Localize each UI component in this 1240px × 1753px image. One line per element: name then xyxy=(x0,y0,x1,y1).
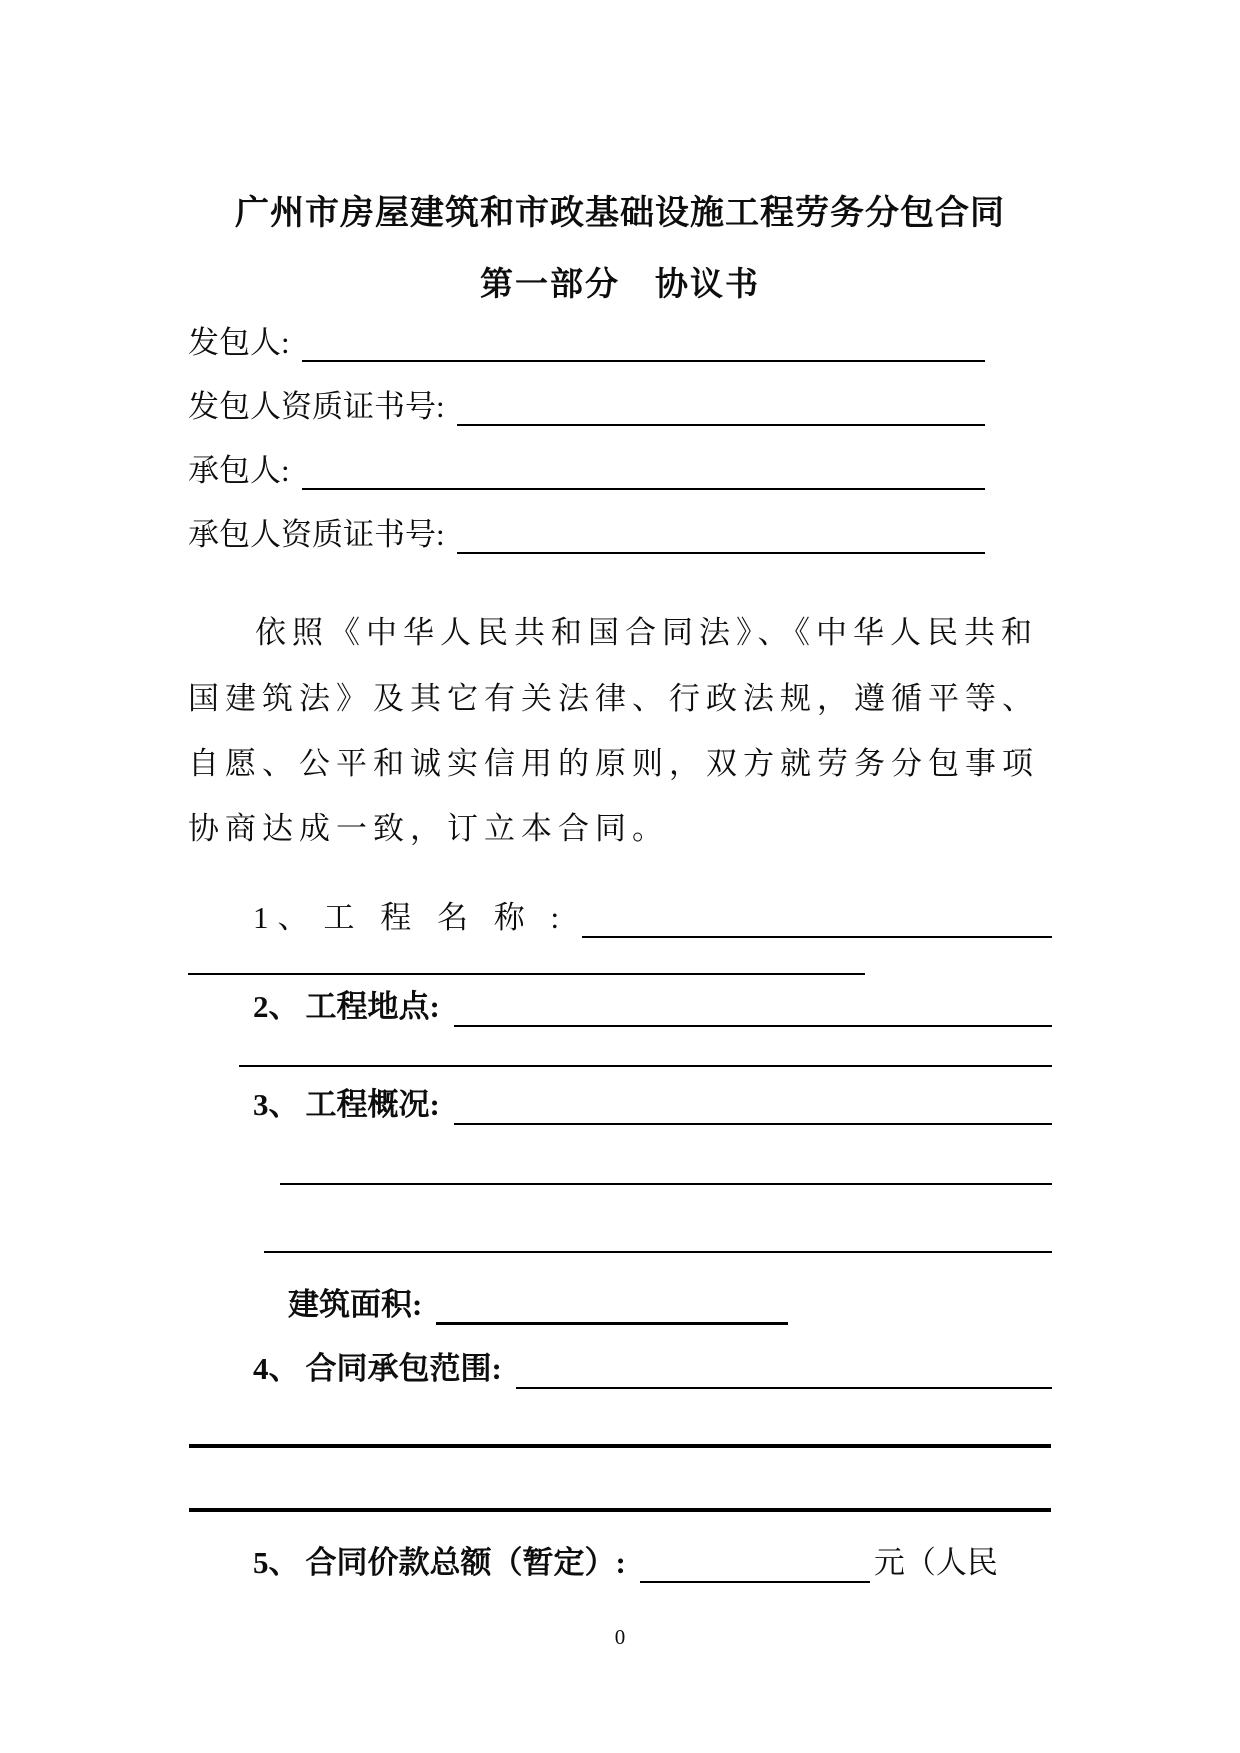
project-location-blank[interactable] xyxy=(454,985,1052,1027)
preamble-line: 依照《中华人民共和国合同法》、《中华人民共和 xyxy=(255,615,1038,650)
project-overview-blank[interactable] xyxy=(454,1083,1052,1125)
employer-certificate-blank[interactable] xyxy=(457,386,985,426)
employer-certificate-label: 发包人资质证书号: xyxy=(188,389,445,424)
contract-scope-continuation-line[interactable] xyxy=(189,1444,1051,1448)
clause-number: 4、 xyxy=(253,1351,300,1386)
contractor-label: 承包人: xyxy=(188,453,290,488)
clause-contract-price xyxy=(253,1541,1052,1585)
clause-project-overview xyxy=(253,1083,1052,1127)
clause-project-location xyxy=(253,985,1052,1029)
clause-number: 3、 xyxy=(253,1087,300,1122)
clause-label: 合同承包范围: xyxy=(305,1351,502,1386)
contract-scope-continuation-line[interactable] xyxy=(189,1508,1051,1512)
contract-price-blank[interactable] xyxy=(640,1541,870,1583)
clause-label: 工程概况: xyxy=(305,1087,440,1122)
project-name-continuation-line[interactable] xyxy=(188,973,865,975)
clause-label: 合同价款总额（暂定）: xyxy=(305,1545,626,1580)
contractor-certificate-label: 承包人资质证书号: xyxy=(188,517,445,552)
building-area-label: 建筑面积: xyxy=(288,1287,423,1322)
project-overview-continuation-line[interactable] xyxy=(280,1183,1052,1185)
building-area-blank[interactable] xyxy=(436,1283,788,1325)
preamble-line: 自愿、公平和诚实信用的原则，双方就劳务分包事项 xyxy=(188,746,1039,781)
clause-number: 1、 xyxy=(253,900,318,935)
employer-label: 发包人: xyxy=(188,325,290,360)
page-title: 广州市房屋建筑和市政基础设施工程劳务分包合同 xyxy=(235,195,1005,232)
currency-suffix: 元（人民 xyxy=(873,1545,998,1580)
project-name-blank[interactable] xyxy=(582,896,1052,938)
project-location-continuation-line[interactable] xyxy=(239,1065,1052,1067)
clause-label: 工 程 名 称 : xyxy=(323,900,569,935)
contractor-blank[interactable] xyxy=(302,450,985,490)
party-row xyxy=(188,514,985,556)
party-row xyxy=(188,322,985,364)
preamble-line: 协商达成一致，订立本合同。 xyxy=(188,811,669,846)
preamble-line: 国建筑法》及其它有关法律、行政法规，遵循平等、 xyxy=(188,681,1039,716)
building-area-row xyxy=(288,1283,788,1327)
clause-number: 5、 xyxy=(253,1545,300,1580)
clause-label: 工程地点: xyxy=(305,989,440,1024)
project-overview-continuation-line[interactable] xyxy=(264,1251,1052,1253)
party-row xyxy=(188,386,985,428)
clause-project-name xyxy=(253,896,1052,940)
employer-blank[interactable] xyxy=(302,322,985,362)
page-subtitle: 第一部分 协议书 xyxy=(480,267,760,303)
clause-number: 2、 xyxy=(253,989,300,1024)
party-row xyxy=(188,450,985,492)
contract-scope-blank[interactable] xyxy=(516,1347,1052,1389)
page-number: 0 xyxy=(614,1625,626,1649)
contractor-certificate-blank[interactable] xyxy=(457,514,985,554)
clause-contract-scope xyxy=(253,1347,1052,1391)
